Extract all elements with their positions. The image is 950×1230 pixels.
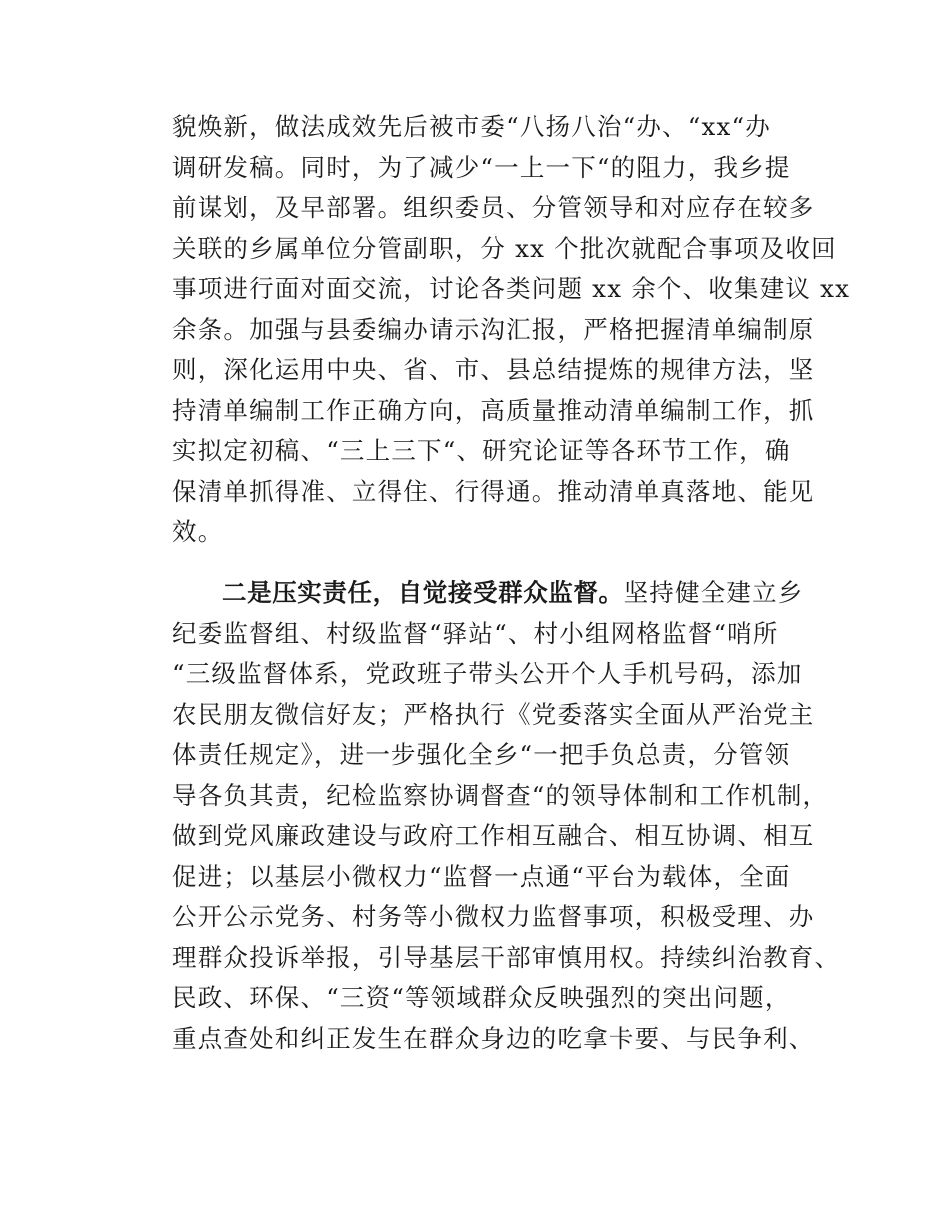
text-line: 民政、环保、“三资“等领域群众反映强烈的突出问题， [172, 983, 791, 1012]
text-line: 持清单编制工作正确方向，高质量推动清单编制工作，抓 [172, 395, 815, 425]
text-line: 公开公示党务、村务等小微权力监督事项，积极受理、办 [172, 902, 815, 931]
text-line: 导各负其责，纪检监察协调督查“的领导体制和工作机制， [172, 780, 829, 810]
text-line: 体责任规定》，进一步强化全乡“一把手负总责，分管领 [172, 740, 791, 769]
text-run: 坚持健全建立乡 [623, 578, 804, 607]
text-line: 做到党风廉政建设与政府工作相互融合、相互协调、相互 [172, 821, 815, 850]
text-line: 调研发稿。同时，为了减少“一上一下“的阻力，我乡提 [172, 152, 791, 182]
text-line: 理群众投诉举报，引导基层干部审慎用权。持续纠治教育、 [172, 942, 841, 972]
text-line: 重点查处和纠正发生在群众身边的吃拿卡要、与民争利、 [172, 1023, 815, 1053]
text-line: 效。 [172, 517, 224, 546]
text-line: “三级监督体系，党政班子带头公开个人手机号码，添加 [172, 659, 803, 688]
text-line: 貌焕新，做法成效先后被市委“八扬八治“办、“xx“办 [172, 112, 771, 141]
text-line: 前谋划，及早部署。组织委员、分管领导和对应存在较多 [172, 193, 815, 222]
text-line: 关联的乡属单位分管副职，分 xx 个批次就配合事项及收回 [172, 233, 837, 263]
paragraph-1 [172, 107, 851, 553]
text-line-first [172, 573, 812, 614]
text-line: 纪委监督组、村级监督“驿站“、村小组网格监督“哨所 [172, 618, 779, 648]
text-line: 事项进行面对面交流，讨论各类问题 xx 余个、收集建议 xx [172, 274, 851, 303]
text-line: 农民朋友微信好友；严格执行《党委落实全面从严治党主 [172, 699, 815, 729]
text-line: 实拟定初稿、“三上三下“、研究论证等各环节工作，确 [172, 436, 791, 465]
text-line: 余条。加强与县委编办请示沟汇报，严格把握清单编制原 [172, 314, 815, 344]
text-line: 则，深化运用中央、省、市、县总结提炼的规律方法，坚 [172, 355, 815, 384]
paragraph-2 [172, 573, 841, 1059]
paragraph-heading: 二是压实责任，自觉接受群众监督。 [222, 578, 624, 607]
text-line: 保清单抓得准、立得住、行得通。推动清单真落地、能见 [172, 476, 815, 506]
text-line: 促进；以基层小微权力“监督一点通“平台为载体，全面 [172, 861, 791, 891]
